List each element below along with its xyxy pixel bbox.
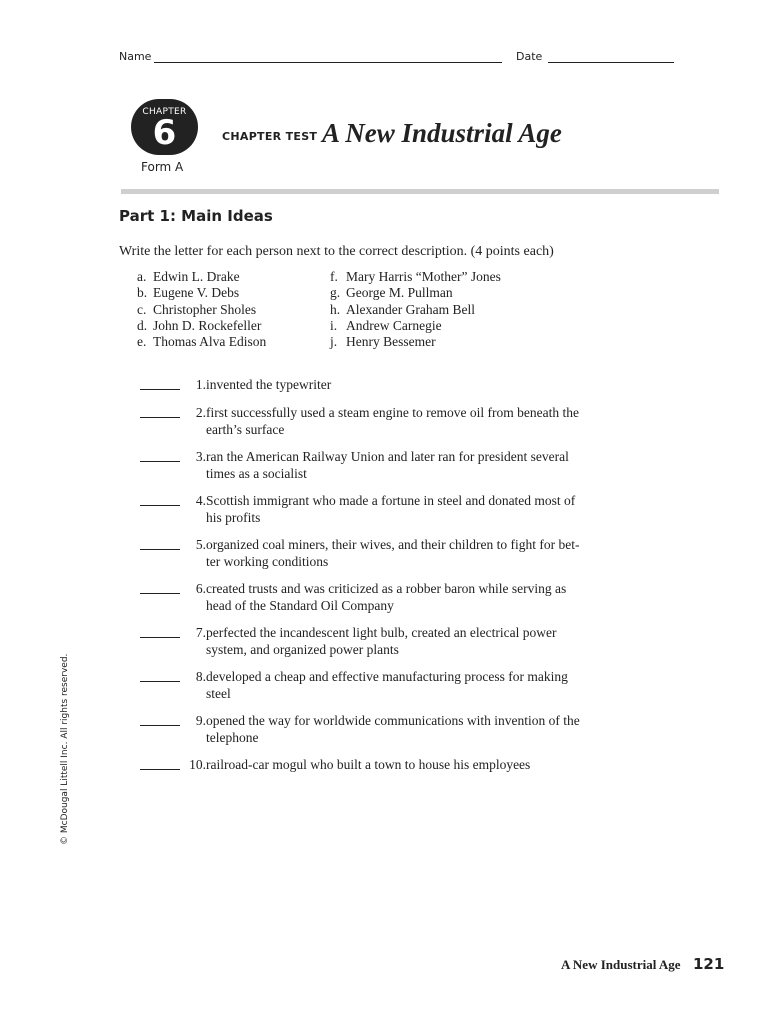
list-item: i. Andrew Carnegie — [330, 317, 442, 333]
question-7: 7. perfected the incandescent light bulb, created an electrical power system, and organized power plants — [140, 625, 600, 658]
copyright-notice: © McDougal Littell Inc. All rights reserved. — [60, 653, 70, 845]
chapter-test-label: CHAPTER TEST — [222, 130, 318, 143]
answer-blank[interactable] — [140, 505, 180, 506]
list-item: g. George M. Pullman — [330, 285, 453, 301]
list-item: e. Thomas Alva Edison — [137, 334, 267, 350]
answer-blank[interactable] — [140, 549, 180, 550]
page-title: A New Industrial Age — [322, 118, 562, 148]
question-5: 5. organized coal miners, their wives, and their children to fight for bet- ter working conditions — [140, 537, 600, 570]
chapter-number: 6 — [152, 113, 177, 153]
people-list-right — [330, 269, 501, 350]
question-4: 4. Scottish immigrant who made a fortune in steel and donated most of his profits — [140, 493, 600, 526]
instructions: Write the letter for each person next to the correct description. (4 points each) — [119, 244, 554, 259]
part-heading: Part 1: Main Ideas — [119, 207, 273, 225]
list-item: d. John D. Rockefeller — [137, 317, 262, 333]
date-label: Date — [516, 50, 543, 63]
question-2: 2. first successfully used a steam engine to remove oil from beneath the earth’s surface — [140, 405, 600, 438]
list-item: f. Mary Harris “Mother” Jones — [330, 269, 501, 284]
question-9: 9. opened the way for worldwide communications with invention of the telephone — [140, 713, 600, 746]
name-label: Name — [119, 50, 152, 63]
header-divider — [121, 189, 719, 194]
question-1: 1. invented the typewriter — [140, 377, 600, 394]
question-3: 3. ran the American Railway Union and later ran for president several times as a socialist — [140, 449, 600, 482]
list-item: b. Eugene V. Debs — [137, 285, 240, 301]
list-item: j. Henry Bessemer — [330, 334, 436, 350]
question-10: 10. railroad-car mogul who built a town to house his employees — [140, 757, 600, 774]
answer-blank[interactable] — [140, 389, 180, 390]
footer-title: A New Industrial Age — [561, 957, 681, 972]
answer-blank[interactable] — [140, 593, 180, 594]
form-label: Form A — [141, 160, 184, 174]
list-item: c. Christopher Sholes — [137, 301, 257, 317]
answer-blank[interactable] — [140, 725, 180, 726]
answer-blank[interactable] — [140, 637, 180, 638]
answer-blank[interactable] — [140, 461, 180, 462]
chapter-badge — [131, 99, 198, 155]
list-item: h. Alexander Graham Bell — [330, 301, 475, 317]
date-field-line[interactable] — [548, 62, 674, 63]
answer-blank[interactable] — [140, 417, 180, 418]
question-6: 6. created trusts and was criticized as a robber baron while serving as head of the Standard Oil Company — [140, 581, 600, 614]
answer-blank[interactable] — [140, 681, 180, 682]
chapter-label: CHAPTER — [142, 107, 187, 117]
answer-blank[interactable] — [140, 769, 180, 770]
page-number: 121 — [693, 955, 725, 973]
question-8: 8. developed a cheap and effective manufacturing process for making steel — [140, 669, 600, 702]
name-field-line[interactable] — [154, 62, 502, 63]
list-item: a. Edwin L. Drake — [137, 269, 240, 284]
people-list-left — [137, 269, 266, 350]
